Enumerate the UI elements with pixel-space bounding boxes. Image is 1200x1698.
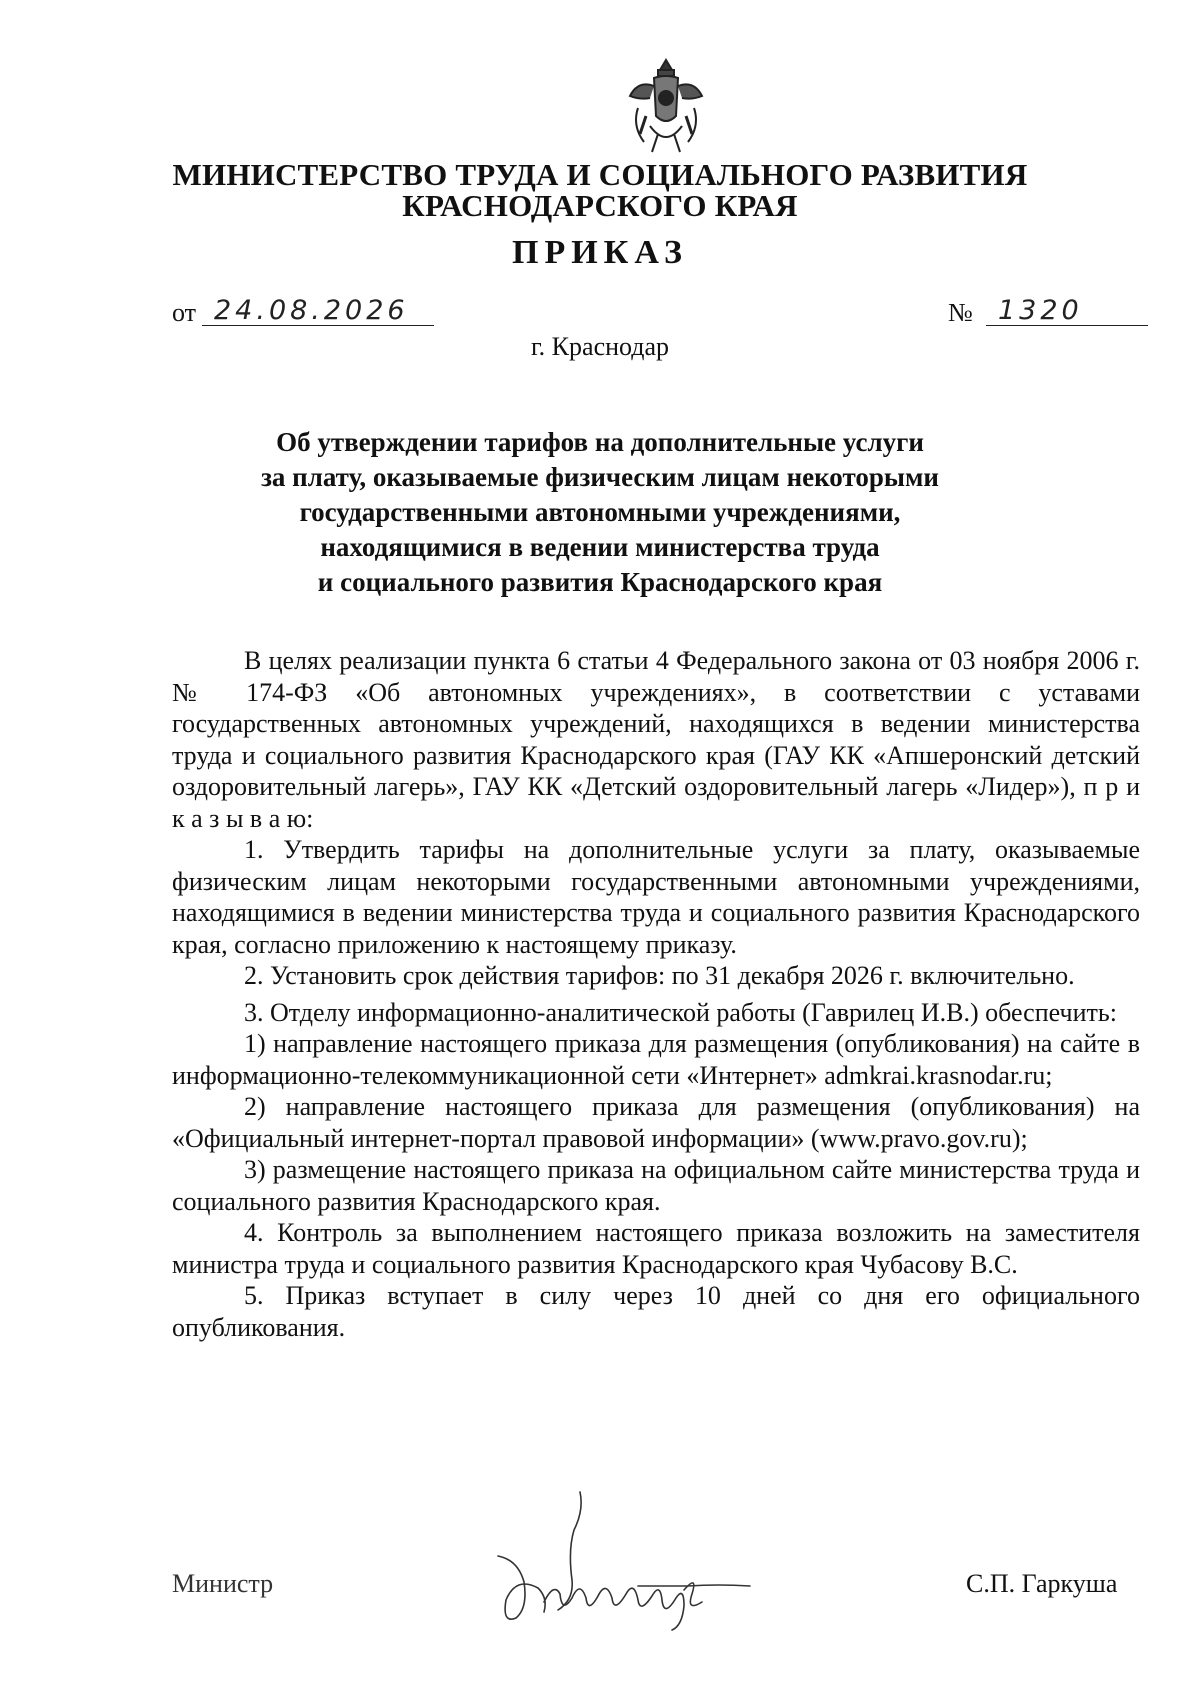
clause-3: 3. Отделу информационно-аналитической работы (Гаврилец И.В.) обеспечить:: [244, 997, 1117, 1027]
order-date: 24.08.2026: [214, 295, 409, 326]
ministry-name-line2: КРАСНОДАРСКОГО КРАЯ: [402, 188, 798, 223]
order-subject: [0, 425, 1200, 600]
order-body: [172, 645, 1140, 1343]
order-number: 1320: [998, 295, 1083, 326]
clause-5: 5. Приказ вступает в силу через 10 дней со дня его официального опубликования.: [172, 1281, 1140, 1342]
subject-line: за плату, оказываемые физическим лицам некоторыми: [261, 462, 939, 492]
subject-line: государственными автономными учреждениями,: [299, 497, 901, 527]
number-prefix: №: [948, 298, 973, 327]
subject-line: Об утверждении тарифов на дополнительные услуги: [276, 427, 924, 457]
clause-3-item-2: 2) направление настоящего приказа для размещения (опубликования) на «Официальный интернет-портал правовой информации» (www.pravo.gov.ru);: [172, 1092, 1140, 1153]
clause-3-item-3: 3) размещение настоящего приказа на официальном сайте министерства труда и социального развития Краснодарского края.: [172, 1155, 1140, 1216]
signatory-title: Министр: [172, 1569, 274, 1598]
date-prefix: от: [172, 298, 197, 327]
ministry-name-line1: МИНИСТЕРСТВО ТРУДА И СОЦИАЛЬНОГО РАЗВИТИЯ: [172, 157, 1028, 192]
coat-of-arms-icon: [624, 56, 708, 156]
clause-2: 2. Установить срок действия тарифов: по 31 декабря 2026 г. включительно.: [244, 961, 1075, 990]
signatory-name: С.П. Гаркуша: [966, 1569, 1118, 1598]
clause-1: 1. Утвердить тарифы на дополнительные услуги за плату, оказываемые физическим лицам некоторыми государственными автономными учреждениями, находящимися в ведении министерства труда и социального развития Краснодарского края, согласно приложению к настоящему приказу.: [172, 835, 1140, 959]
handwritten-signature: [488, 1490, 788, 1660]
preamble-paragraph: В целях реализации пункта 6 статьи 4 Федерального закона от 03 ноября 2006 г. № 174-ФЗ «Об автономных учреждениях», в соответствии с уставами государственных автономных учреждений, находящихся в ведении министерства труда и социального развития Краснодарского края (ГАУ КК «Апшеронский детский оздоровительный лагерь», ГАУ КК «Детский оздоровительный лагерь «Лидер»), п р и к а з ы в а ю:: [172, 646, 1140, 833]
document-type-title: ПРИКАЗ: [512, 234, 688, 271]
subject-line: и социального развития Краснодарского края: [317, 567, 883, 597]
clause-3-item-1: 1) направление настоящего приказа для размещения (опубликования) на сайте в информационно-телекоммуникационной сети «Интернет» admkrai.krasnodar.ru;: [172, 1029, 1140, 1090]
subject-line: находящимися в ведении министерства труда: [320, 532, 880, 562]
clause-4: 4. Контроль за выполнением настоящего приказа возложить на заместителя министра труда и социального развития Краснодарского края Чубасову В.С.: [172, 1218, 1140, 1279]
city: г. Краснодар: [530, 332, 670, 361]
